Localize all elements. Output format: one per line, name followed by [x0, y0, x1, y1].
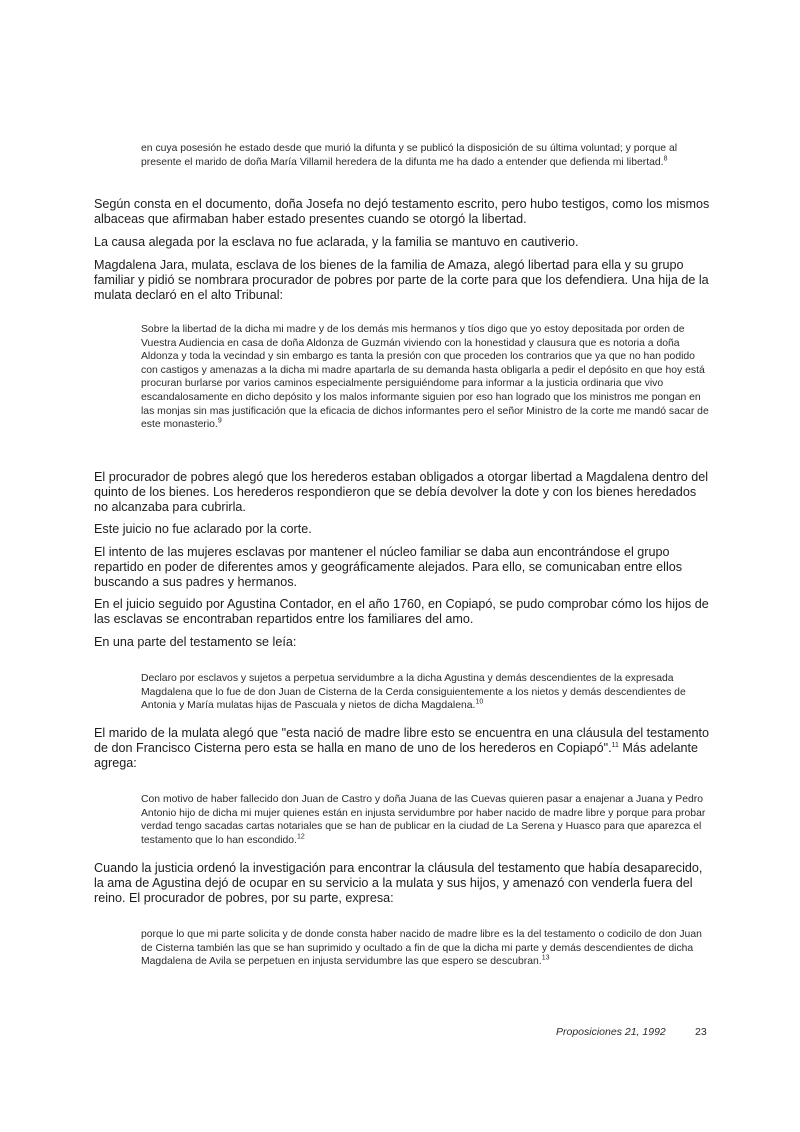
footnote-ref[interactable]: 10: [475, 698, 484, 706]
paragraph: [94, 258, 710, 304]
paragraph: [94, 197, 710, 227]
quote-text: Sobre la libertad de la dicha mi madre y de los demás mis hermanos y tíos digo que yo estoy depositada por orden de Vuestra Audiencia en casa de doña Aldonza de Guzmán viviendo con la honestidad y clausura que es notoria a doña Aldonza y toda la vecindad y sin embargo es tanta la presión con que proceden los contrarios que ya que no han podido con castigos y amenazas a la dicha mi madre apartarla de su demanda hasta obligarla a pedir el depósito en que hoy está procuran burlarse por varios caminos especialmente persiguiéndome para informar a la justicia ordinaria que vivo escandalosamente en dicho depósito y los malos informante siguien por eso han logrado que los ministros me pongan en las monjas sin mas justificación que la eficacia de dichos informantes pero el señor Ministro de la corte me mandó sacar de este monasterio.: [141, 324, 709, 431]
page-number: 23: [695, 1026, 707, 1038]
footnote-ref[interactable]: 11: [611, 742, 619, 750]
paragraph-text: Este juicio no fue aclarado por la corte.: [94, 522, 312, 536]
block-quote: [141, 323, 709, 432]
quote-text: porque lo que mi parte solicita y de donde consta haber nacido de madre libre es la del testamento o codicilo de don Juan de Cisterna también las que se han suprimido y ocultado a fin de que la dicha mi parte y demás descendientes de dicha Magdalena de Avila se perpetuen en injusta servidumbre las que espero se descubran.: [141, 929, 702, 968]
paragraph-text: El intento de las mujeres esclavas por mantener el núcleo familiar se daba aun encontrándose el grupo repartido en poder de diferentes amos y geográficamente alejados. Para ello, se comunicaban entre ellos buscando a sus padres y hermanos.: [94, 545, 683, 590]
block-quote: [141, 142, 709, 169]
quote-text: en cuya posesión he estado desde que murió la difunta y se publicó la disposición de su última voluntad; y porque al presente el marido de doña María Villamil heredera de la difunta me ha dado a entender que defienda mi libertad.: [141, 143, 678, 168]
paragraph-text: El procurador de pobres alegó que los herederos estaban obligados a otorgar libertad a Magdalena dentro del quinto de los bienes. Los herederos respondieron que se debía devolver la dote y con los bienes heredados no alcanzaba para cubrirla.: [94, 470, 709, 515]
paragraph-text: Magdalena Jara, mulata, esclava de los bienes de la familia de Amaza, alegó libertad para ella y su grupo familiar y pidió se nombrara procurador de pobres por parte de la corte para que los defendiera. Una hija de la mulata declaró en el alto Tribunal:: [94, 258, 709, 303]
quote-text: Con motivo de haber fallecido don Juan de Castro y doña Juana de las Cuevas quieren pasar a enajenar a Juana y Pedro Antonio hijo de dicha mi mujer quienes están en injusta servidumbre por haber nacido de madre libre y porque para probar verdad tengo sacadas cartas notariales que se han de publicar en la ciudad de La Serena y Huasco para que aparezca el testamento que lo han escondido.: [141, 794, 706, 846]
paragraph-text: Según consta en el documento, doña Josefa no dejó testamento escrito, pero hubo testigos, como los mismos albaceas que afirmaban haber estado presentes cuando se otorgó la libertad.: [94, 197, 710, 227]
paragraph-text: En una parte del testamento se leía:: [94, 635, 297, 649]
paragraph-text: El marido de la mulata alegó que "esta nació de madre libre esto se encuentra en una cláusula del testamento de don Francisco Cisterna pero esta se halla en mano de uno de los herederos en Copiapó".: [94, 726, 709, 756]
footnote-ref[interactable]: 13: [541, 954, 550, 962]
quote-text: Declaro por esclavos y sujetos a perpetua servidumbre a la dicha Agustina y demás descendientes de la expresada Magdalena que lo fue de don Juan de Cisterna de la Cerda consiguientemente a los nietos y demás descendientes de Antonia y María mulatas hijas de Pascuala y nietos de dicha Magdalena.: [141, 673, 686, 712]
journal-citation: Proposiciones 21, 1992: [556, 1026, 666, 1038]
footnote-ref[interactable]: 8: [663, 155, 668, 163]
paragraph: [94, 522, 710, 537]
paragraph: [94, 597, 710, 627]
block-quote: [141, 672, 709, 713]
block-quote: [141, 793, 709, 847]
footnote-ref[interactable]: 9: [217, 417, 222, 425]
paragraph: [94, 470, 710, 516]
paragraph-text: En el juicio seguido por Agustina Contador, en el año 1760, en Copiapó, se pudo comprobar cómo los hijos de las esclavas se encontraban repartidos entre los familiares del amo.: [94, 597, 709, 627]
paragraph-text-continued: Más adelante agrega:: [94, 741, 699, 771]
paragraph: [94, 726, 710, 772]
block-quote: [141, 928, 709, 969]
paragraph: [94, 635, 710, 650]
paragraph-text: Cuando la justicia ordenó la investigación para encontrar la cláusula del testamento que había desaparecido, la ama de Agustina dejó de ocupar en su servicio a la mulata y sus hijos, y amenazó con venderla fuera del reino. El procurador de pobres, por su parte, expresa:: [94, 861, 703, 906]
paragraph: [94, 235, 710, 250]
paragraph: [94, 545, 710, 591]
footnote-ref[interactable]: 12: [296, 833, 305, 841]
paragraph: [94, 861, 710, 907]
paragraph-text: La causa alegada por la esclava no fue aclarada, y la familia se mantuvo en cautiverio.: [94, 235, 579, 249]
